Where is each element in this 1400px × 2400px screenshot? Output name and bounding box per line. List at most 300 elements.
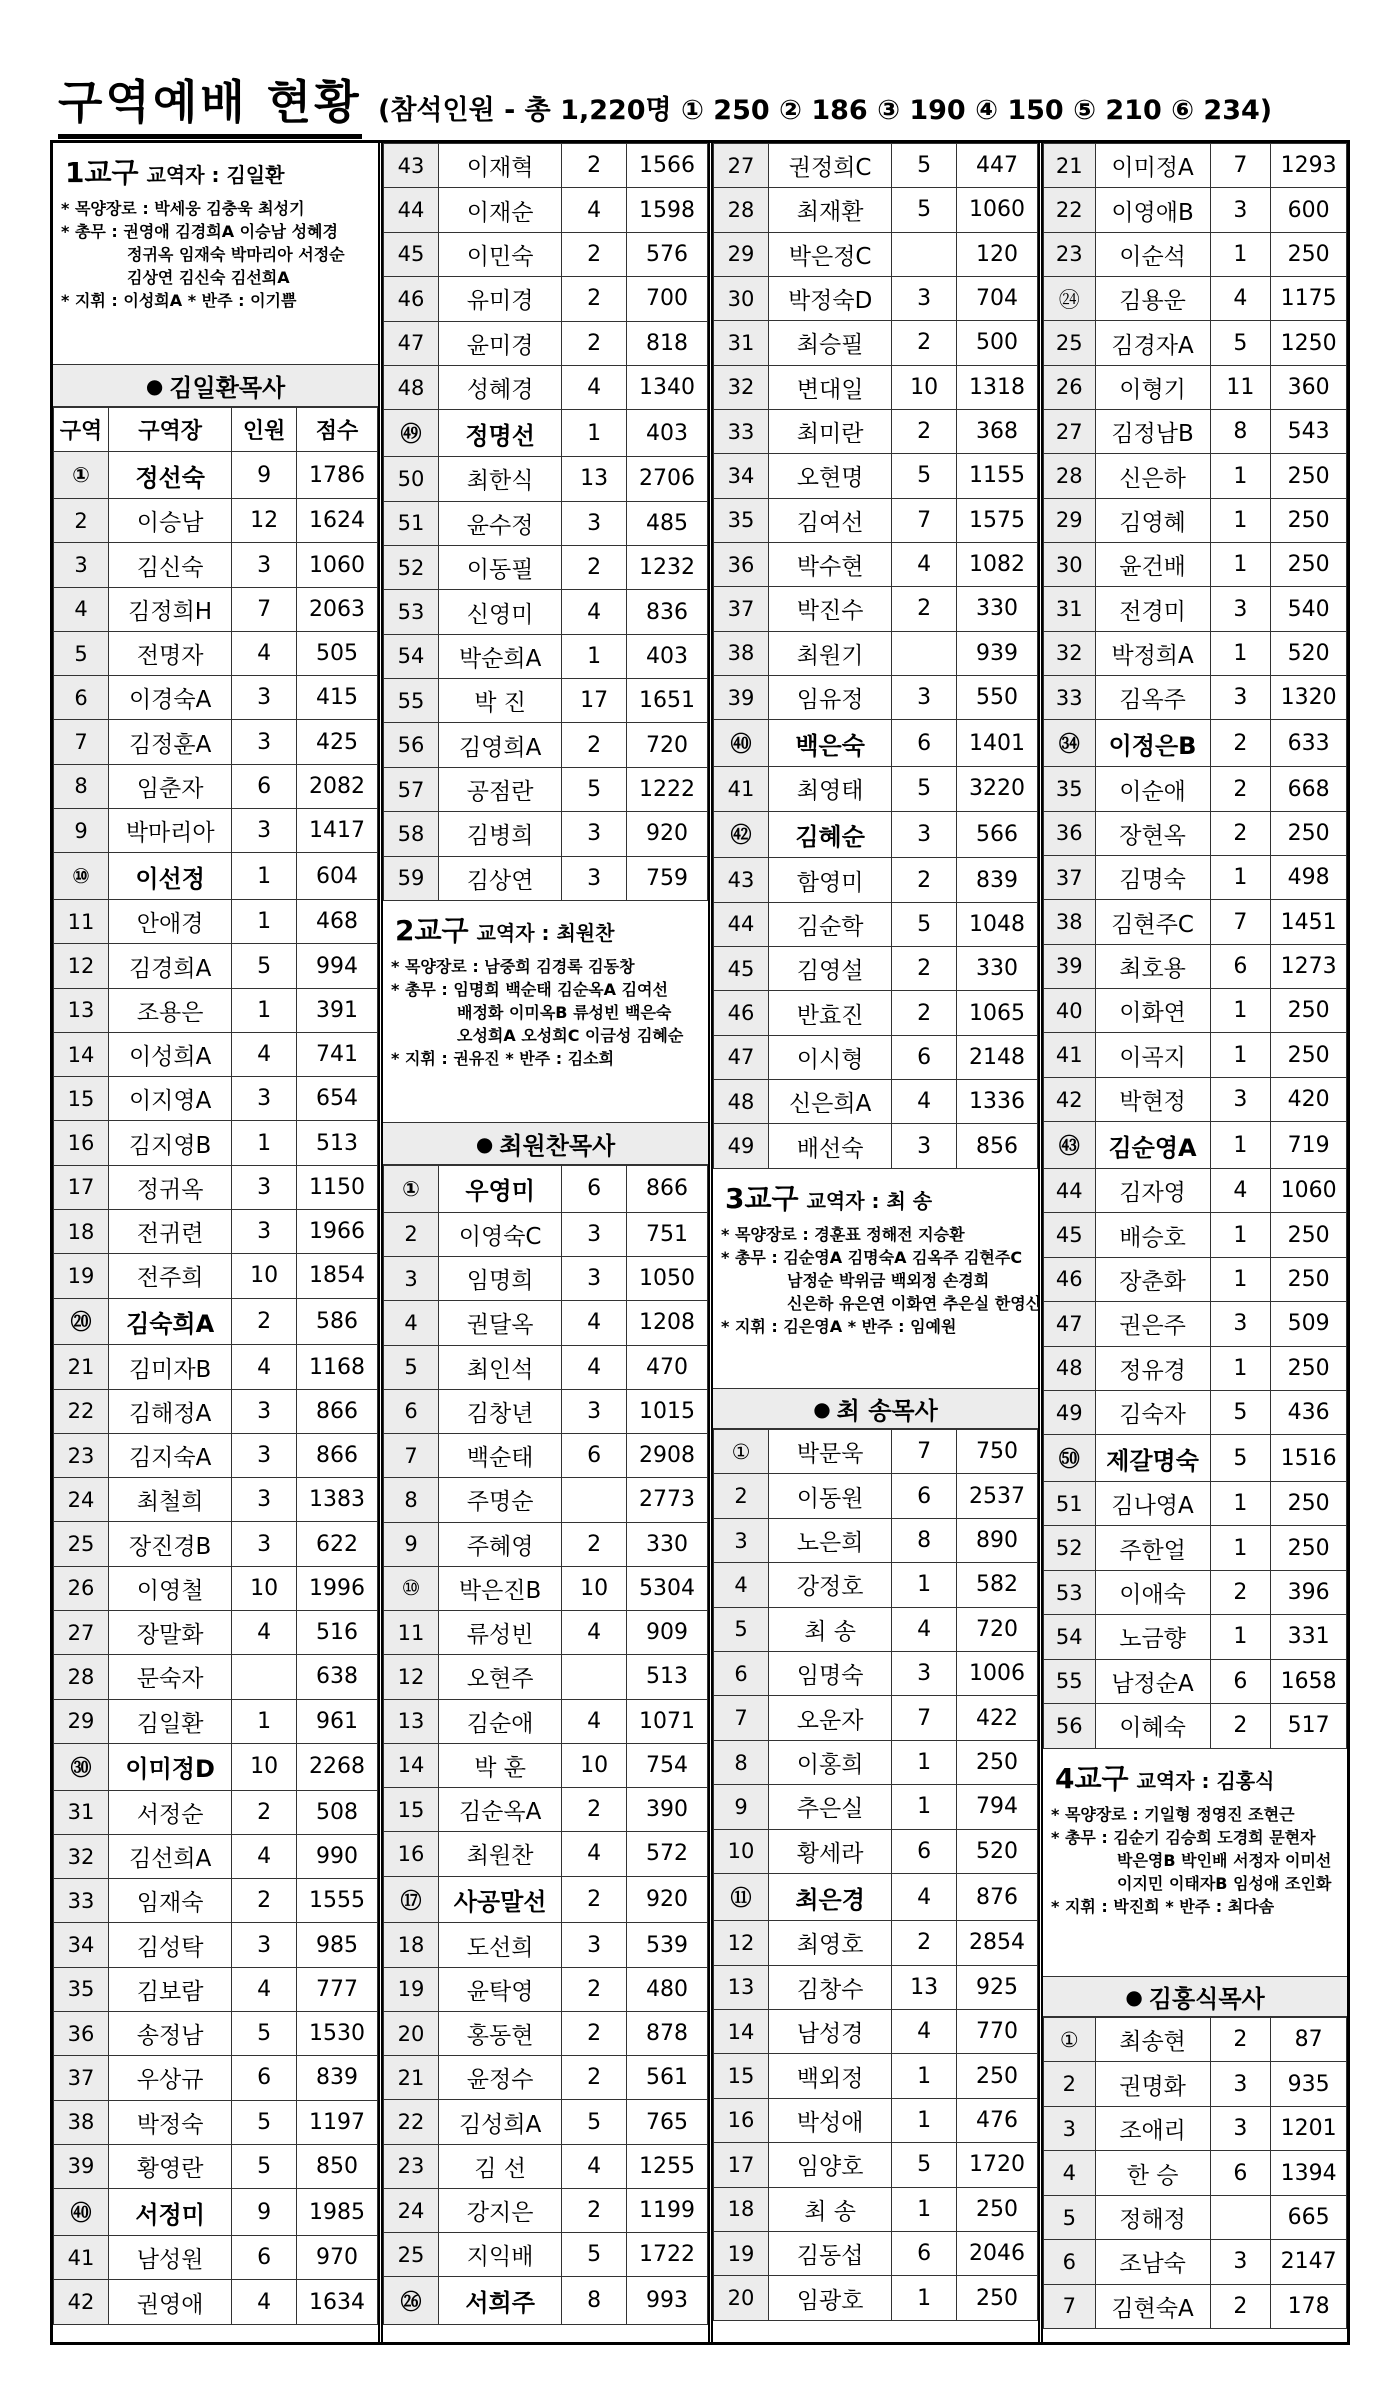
table-row (1044, 2240, 1347, 2284)
table-row (1044, 989, 1347, 1033)
attendee-count: 2 (562, 1967, 627, 2011)
district-staff-line: * 지휘 : 김은영A * 반주 : 임예원 (721, 1317, 957, 1336)
group-score: 1150 (296, 1165, 377, 1209)
group-number: 2 (384, 1212, 439, 1256)
district-staff-line: * 총무 : 임명희 백순태 김순옥A 김여선 (391, 980, 668, 999)
attendee-count: 4 (232, 1611, 297, 1655)
attendee-count: 2 (562, 144, 627, 188)
table-row (714, 2009, 1038, 2053)
table-row (714, 1740, 1038, 1784)
pastor-label: 김일환목사 (169, 374, 286, 402)
group-score: 1250 (1271, 321, 1347, 365)
group-leader: 오현주 (439, 1655, 562, 1699)
attendee-count: 3 (232, 1478, 297, 1522)
group-score: 2773 (626, 1478, 707, 1522)
attendee-count: 6 (232, 2235, 297, 2279)
table-row (384, 457, 708, 501)
group-number: 36 (714, 542, 769, 586)
group-number: 16 (714, 2098, 769, 2142)
attendee-count: 10 (562, 1566, 627, 1610)
group-leader: 김정남B (1095, 410, 1210, 454)
attendee-count: 3 (1210, 1077, 1271, 1121)
table-row (54, 543, 378, 587)
attendee-count: 6 (892, 1035, 957, 1079)
group-score: 1720 (956, 2143, 1037, 2187)
attendee-count: 5 (232, 2144, 297, 2188)
group-leader: 김해정A (109, 1389, 232, 1433)
group-leader: 노은희 (769, 1518, 892, 1562)
attendee-count: 7 (892, 1430, 957, 1474)
table-row (54, 499, 378, 543)
group-leader: 이미정D (109, 1743, 232, 1790)
group-score: 403 (626, 410, 707, 457)
group-number: ㊿ (1044, 1435, 1096, 1482)
table-row (384, 856, 708, 901)
group-leader: 김선희A (109, 1834, 232, 1878)
group-score: 513 (626, 1655, 707, 1699)
attendee-count: 6 (1210, 2151, 1271, 2195)
group-score: 638 (296, 1655, 377, 1699)
group-number: 44 (1044, 1169, 1096, 1213)
group-score: 1658 (1271, 1659, 1347, 1703)
group-score: 517 (1271, 1703, 1347, 1748)
group-score: 754 (626, 1743, 707, 1787)
group-score: 5304 (626, 1566, 707, 1610)
attendee-count: 2 (892, 947, 957, 991)
group-number: 7 (714, 1696, 769, 1740)
group-number: 56 (384, 723, 439, 767)
bullet-icon: ● (475, 1131, 494, 1156)
group-score: 1015 (626, 1389, 707, 1433)
group-leader: 최철희 (109, 1478, 232, 1522)
group-score: 925 (956, 1965, 1037, 2009)
table-row (384, 723, 708, 767)
table-row (714, 947, 1038, 991)
attendee-count: 13 (892, 1965, 957, 2009)
group-number: 38 (714, 631, 769, 675)
group-score: 1555 (296, 1879, 377, 1923)
group-leader: 서정순 (109, 1790, 232, 1834)
group-score: 582 (956, 1563, 1037, 1607)
group-score: 1065 (956, 991, 1037, 1035)
group-number: 52 (1044, 1526, 1096, 1570)
group-number: 29 (714, 232, 769, 276)
group-leader: 김숙자 (1095, 1390, 1210, 1434)
group-score: 1060 (296, 543, 377, 587)
group-leader: 류성빈 (439, 1611, 562, 1655)
group-leader: 박 훈 (439, 1743, 562, 1787)
group-number: ⑩ (384, 1566, 439, 1610)
table-row (714, 1696, 1038, 1740)
group-leader: 김옥주 (1095, 676, 1210, 720)
attendee-count: 1 (892, 2098, 957, 2142)
group-score: 993 (626, 2277, 707, 2324)
table-row (1044, 587, 1347, 631)
table-row (384, 1478, 708, 1522)
attendance-summary: (참석인원 - 총 1,220명 ① 250 ② 186 ③ 190 ④ 150 ⑤ 210 ⑥ 234) (378, 95, 1273, 126)
group-score: 990 (296, 1834, 377, 1878)
group-number: 15 (714, 2054, 769, 2098)
district-staff-line: * 목양장로 : 남중희 김경록 김동창 (391, 957, 635, 976)
group-score: 994 (296, 944, 377, 988)
table-row (54, 2100, 378, 2144)
group-leader: 김경희A (109, 944, 232, 988)
group-leader: 김자영 (1095, 1169, 1210, 1213)
group-leader: 박정희A (1095, 631, 1210, 675)
group-number: 51 (1044, 1482, 1096, 1526)
attendee-count: 4 (892, 1080, 957, 1124)
attendee-count: 2 (562, 2011, 627, 2055)
bullet-icon: ● (145, 373, 164, 398)
attendee-count (1210, 2195, 1271, 2239)
table-row (714, 720, 1038, 767)
table-row (1044, 1526, 1347, 1570)
group-leader: 김지숙A (109, 1433, 232, 1477)
group-score: 572 (626, 1832, 707, 1876)
district-staff-line: * 총무 : 권영애 김경희A 이승남 성혜경 (61, 222, 338, 241)
table-row (714, 1430, 1038, 1474)
group-leader: 장진경B (109, 1522, 232, 1566)
table-row (384, 1699, 708, 1743)
group-number: ㊵ (54, 2189, 109, 2236)
group-score: 700 (626, 277, 707, 321)
table-row (1044, 856, 1347, 900)
group-leader: 임광호 (769, 2276, 892, 2321)
table-row (54, 809, 378, 853)
table-row (1044, 1659, 1347, 1703)
group-leader: 전주희 (109, 1254, 232, 1298)
group-score: 866 (296, 1389, 377, 1433)
table-row (54, 1699, 378, 1743)
group-score: 1854 (296, 1254, 377, 1298)
group-leader: 윤정수 (439, 2056, 562, 2100)
bullet-icon: ● (813, 1396, 831, 1421)
group-leader: 이승남 (109, 499, 232, 543)
group-leader: 박문욱 (769, 1430, 892, 1474)
group-score: 539 (626, 1923, 707, 1967)
group-score: 1050 (626, 1257, 707, 1301)
column-1 (53, 143, 383, 2342)
table-row (384, 277, 708, 321)
table-row (384, 188, 708, 232)
table-row (384, 232, 708, 276)
group-score: 765 (626, 2100, 707, 2144)
attendee-count: 1 (1210, 498, 1271, 542)
attendee-count: 1 (1210, 454, 1271, 498)
group-number: 19 (714, 2231, 769, 2275)
group-number: 9 (714, 1785, 769, 1829)
table-row (54, 2280, 378, 2325)
group-score: 2706 (626, 457, 707, 501)
table-row (714, 1080, 1038, 1124)
pastor-banner (53, 365, 378, 407)
group-number: 3 (54, 543, 109, 587)
group-number: 11 (54, 900, 109, 944)
table-row (714, 675, 1038, 719)
group-number: ㊸ (1044, 1122, 1096, 1169)
attendee-count: 5 (892, 2143, 957, 2187)
table-row (1044, 2062, 1347, 2106)
group-number: 6 (384, 1389, 439, 1433)
attendee-count: 5 (562, 767, 627, 811)
group-number: 52 (384, 545, 439, 589)
group-leader: 김순애 (439, 1699, 562, 1743)
table-row (384, 1611, 708, 1655)
group-leader: 권정희C (769, 144, 892, 188)
group-score: 87 (1271, 2018, 1347, 2062)
group-number: 22 (1044, 188, 1096, 232)
bullet-icon: ● (1125, 1984, 1143, 2009)
group-number: 33 (1044, 676, 1096, 720)
table-row (384, 1345, 708, 1389)
group-score: 520 (1271, 631, 1347, 675)
attendee-count: 6 (892, 1829, 957, 1873)
group-score: 561 (626, 2056, 707, 2100)
group-score: 1624 (296, 499, 377, 543)
group-leader: 박 진 (439, 679, 562, 723)
group-score: 250 (956, 2187, 1037, 2231)
group-score: 250 (1271, 1033, 1347, 1077)
group-leader: 최인석 (439, 1345, 562, 1389)
attendee-count: 4 (562, 365, 627, 409)
group-score: 513 (296, 1121, 377, 1165)
group-score: 516 (296, 1611, 377, 1655)
table-row (1044, 1703, 1347, 1748)
table-row (714, 232, 1038, 276)
group-number: 35 (1044, 767, 1096, 811)
group-score: 391 (296, 988, 377, 1032)
group-score: 543 (1271, 410, 1347, 454)
group-score: 1996 (296, 1566, 377, 1610)
group-number: 30 (714, 276, 769, 320)
table-row (384, 321, 708, 365)
group-leader: 주명순 (439, 1478, 562, 1522)
attendee-count: 1 (892, 1563, 957, 1607)
group-score: 970 (296, 2235, 377, 2279)
attendee-count: 5 (892, 144, 957, 188)
district-heading (65, 151, 370, 191)
group-number: 37 (54, 2056, 109, 2100)
group-number: 16 (54, 1121, 109, 1165)
table-row (1044, 410, 1347, 454)
group-score: 480 (626, 1967, 707, 2011)
group-score: 720 (956, 1607, 1037, 1651)
attendee-count: 4 (892, 1874, 957, 1921)
group-leader: 윤건배 (1095, 543, 1210, 587)
group-number: 31 (54, 1790, 109, 1834)
group-number: 10 (714, 1829, 769, 1873)
district-officer: 교역자 : 김일환 (146, 163, 285, 187)
group-leader: 김혜순 (769, 811, 892, 858)
group-score: 520 (956, 1829, 1037, 1873)
attendee-count: 3 (562, 1257, 627, 1301)
attendee-count: 8 (892, 1518, 957, 1562)
group-leader: 우상규 (109, 2056, 232, 2100)
group-leader: 이성희A (109, 1032, 232, 1076)
attendee-count: 1 (892, 1785, 957, 1829)
group-number: ① (714, 1430, 769, 1474)
group-leader: 김성탁 (109, 1923, 232, 1967)
group-number: 2 (714, 1474, 769, 1518)
table-row (384, 2144, 708, 2188)
group-number: 21 (54, 1345, 109, 1389)
column-3 (713, 143, 1043, 2342)
group-score: 704 (956, 276, 1037, 320)
group-leader: 김숙희A (109, 1298, 232, 1345)
table-row (1044, 1169, 1347, 1213)
attendee-count: 12 (232, 499, 297, 543)
group-leader: 조용은 (109, 988, 232, 1032)
group-score: 1985 (296, 2189, 377, 2236)
group-leader: 공점란 (439, 767, 562, 811)
attendee-count: 3 (232, 1522, 297, 1566)
column-header: 인원 (232, 408, 297, 452)
group-leader: 제갈명숙 (1095, 1435, 1210, 1482)
table-row (54, 1478, 378, 1522)
group-leader: 도선희 (439, 1923, 562, 1967)
group-score: 1293 (1271, 144, 1347, 188)
attendee-count: 3 (232, 1165, 297, 1209)
group-number: 39 (714, 675, 769, 719)
group-score: 1155 (956, 454, 1037, 498)
group-leader: 최재환 (769, 188, 892, 232)
group-number: 31 (714, 321, 769, 365)
table-row (714, 1124, 1038, 1168)
attendee-count: 6 (1210, 944, 1271, 988)
attendee-count (562, 1655, 627, 1699)
group-table (1043, 143, 1347, 1749)
group-number: 54 (1044, 1615, 1096, 1659)
attendee-count: 6 (562, 1166, 627, 1213)
district-staff-line: 김상연 김신숙 김선희A (127, 268, 290, 287)
group-table (383, 1165, 708, 2325)
group-score: 1006 (956, 1652, 1037, 1696)
attendee-count: 2 (562, 2188, 627, 2232)
group-score: 750 (956, 1430, 1037, 1474)
group-number: 19 (54, 1254, 109, 1298)
table-row (714, 1921, 1038, 1965)
table-row (384, 2233, 708, 2277)
attendee-count: 5 (232, 2012, 297, 2056)
group-number: 20 (384, 2011, 439, 2055)
group-number: 4 (714, 1563, 769, 1607)
group-score: 920 (626, 812, 707, 856)
group-leader: 강정호 (769, 1563, 892, 1607)
group-number: 53 (384, 590, 439, 634)
attendee-count: 1 (1210, 1122, 1271, 1169)
attendee-count: 1 (232, 900, 297, 944)
group-score: 1048 (956, 902, 1037, 946)
group-leader: 임유정 (769, 675, 892, 719)
group-score: 985 (296, 1923, 377, 1967)
table-row (384, 1788, 708, 1832)
district-sheet (50, 140, 1350, 2345)
attendee-count: 6 (232, 764, 297, 808)
group-number: 24 (384, 2188, 439, 2232)
group-leader: 조애리 (1095, 2106, 1210, 2150)
group-number: 2 (1044, 2062, 1096, 2106)
table-row (384, 1923, 708, 1967)
group-number: 34 (714, 454, 769, 498)
table-row (54, 853, 378, 900)
group-leader: 김미자B (109, 1345, 232, 1389)
group-leader: 최영호 (769, 1921, 892, 1965)
group-leader: 송정남 (109, 2012, 232, 2056)
group-score: 2046 (956, 2231, 1037, 2275)
attendee-count: 4 (562, 590, 627, 634)
table-row (714, 409, 1038, 453)
group-leader: 김순학 (769, 902, 892, 946)
group-leader: 정귀옥 (109, 1165, 232, 1209)
table-row (54, 2189, 378, 2236)
attendee-count: 1 (1210, 1526, 1271, 1570)
group-score: 550 (956, 675, 1037, 719)
attendee-count: 9 (232, 452, 297, 499)
attendee-count: 6 (232, 2056, 297, 2100)
group-leader: 권달옥 (439, 1301, 562, 1345)
table-row (714, 587, 1038, 631)
table-row (1044, 1482, 1347, 1526)
table-row (54, 1389, 378, 1433)
group-leader: 김경자A (1095, 321, 1210, 365)
group-number: 8 (54, 764, 109, 808)
attendee-count: 2 (562, 545, 627, 589)
group-number: 34 (54, 1923, 109, 1967)
group-score: 330 (626, 1522, 707, 1566)
attendee-count: 6 (892, 2231, 957, 2275)
group-leader: 김일환 (109, 1699, 232, 1743)
group-number: 28 (1044, 454, 1096, 498)
table-row (384, 679, 708, 723)
group-number: 20 (714, 2276, 769, 2321)
group-number: 39 (1044, 944, 1096, 988)
group-number: 18 (54, 1210, 109, 1254)
group-score: 420 (1271, 1077, 1347, 1121)
group-number: 25 (1044, 321, 1096, 365)
group-number: 27 (714, 144, 769, 188)
district-info (53, 143, 378, 365)
group-number: 36 (54, 2012, 109, 2056)
table-row (1044, 365, 1347, 409)
table-row (1044, 1570, 1347, 1614)
group-leader: 배선숙 (769, 1124, 892, 1168)
group-number: 5 (54, 631, 109, 675)
group-number: 25 (384, 2233, 439, 2277)
group-score: 2082 (296, 764, 377, 808)
group-leader: 이곡지 (1095, 1033, 1210, 1077)
table-row (714, 2143, 1038, 2187)
attendee-count: 4 (562, 1699, 627, 1743)
group-leader: 문숙자 (109, 1655, 232, 1699)
group-leader: 박은진B (439, 1566, 562, 1610)
attendee-count: 10 (232, 1566, 297, 1610)
table-row (54, 1254, 378, 1298)
district-info (1043, 1749, 1347, 1977)
district-staff-line: * 목양장로 : 기일형 정영진 조현근 (1051, 1805, 1295, 1824)
group-score: 1566 (626, 144, 707, 188)
attendee-count: 2 (562, 232, 627, 276)
group-number: 13 (54, 988, 109, 1032)
group-score: 622 (296, 1522, 377, 1566)
table-row (714, 2276, 1038, 2321)
table-row (714, 767, 1038, 811)
table-row (1044, 144, 1347, 188)
group-leader: 김성희A (439, 2100, 562, 2144)
group-leader: 이동원 (769, 1474, 892, 1518)
group-leader: 이영숙C (439, 1212, 562, 1256)
attendee-count: 1 (892, 2054, 957, 2098)
table-row (384, 410, 708, 457)
